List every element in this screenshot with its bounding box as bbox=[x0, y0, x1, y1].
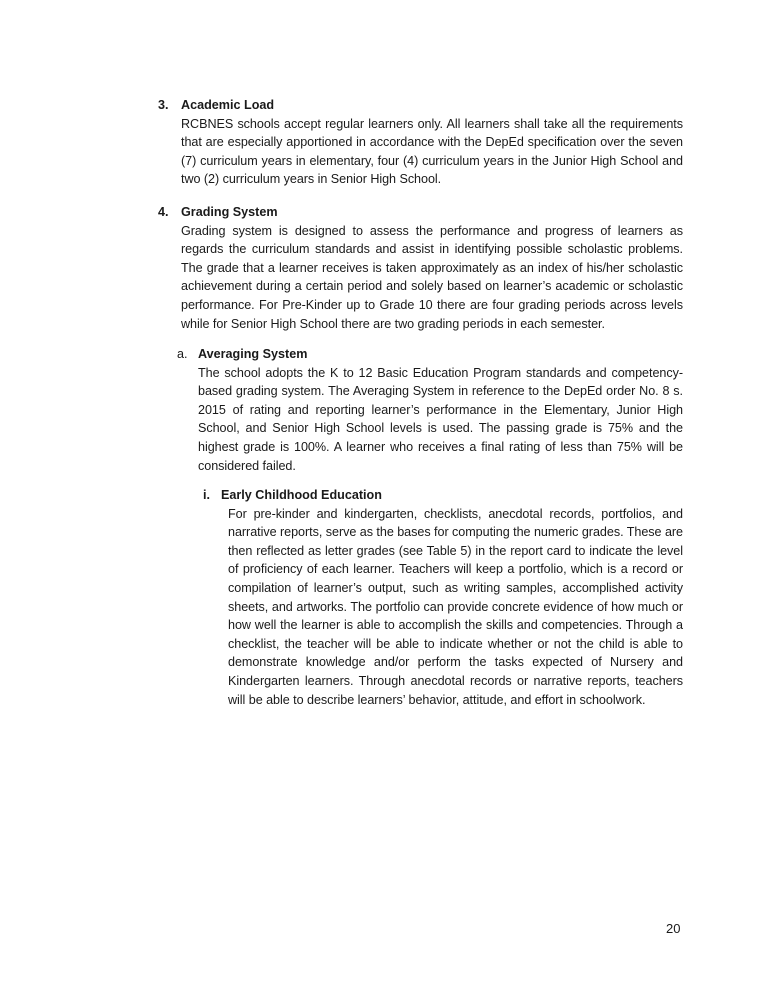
subsection-early-childhood bbox=[203, 486, 683, 709]
section-heading: Grading System bbox=[181, 205, 278, 219]
section-number: 3. bbox=[158, 98, 169, 112]
section-body: Grading system is designed to assess the performance and progress of learners as regards the curriculum standards and assist in identifying possible scholastic problems. The grade that a learner receives is taken approximately as an index of his/her scholastic achievement during a certain period and solely based on learner’s academic or scholastic performance. For Pre-Kinder up to Grade 10 there are four grading periods across levels while for Senior High School there are two grading periods in each semester. bbox=[181, 223, 683, 331]
subsection-heading: Early Childhood Education bbox=[221, 488, 382, 502]
subsection-letter: a. bbox=[177, 347, 188, 361]
subsection-averaging-system bbox=[177, 345, 683, 475]
subsection-numeral: i. bbox=[203, 488, 210, 502]
page-number: 20 bbox=[666, 921, 681, 936]
subsection-heading: Averaging System bbox=[198, 347, 308, 361]
section-heading: Academic Load bbox=[181, 98, 275, 112]
section-academic-load bbox=[158, 96, 683, 189]
section-body: RCBNES schools accept regular learners only. All learners shall take all the requirements that are especially apportioned in accordance with the DepEd specification over the seven (7) curriculum years in elementary, four (4) curriculum years in the Junior High School and two (2) curriculum years in Senior High School. bbox=[181, 116, 683, 187]
section-number: 4. bbox=[158, 205, 169, 219]
subsection-body: The school adopts the K to 12 Basic Education Program standards and competency-based grading system. The Averaging System in reference to the DepEd order No. 8 s. 2015 of rating and reporting learner’s performance in the Elementary, Junior High School, and Senior High School levels is used. The passing grade is 75% and the highest grade is 100%. A learner who receives a final rating of less than 75% will be considered failed. bbox=[198, 365, 683, 473]
subsection-body: For pre-kinder and kindergarten, checklists, anecdotal records, portfolios, and narrative reports, serve as the bases for computing the numeric grades. These are then reflected as letter grades (see Table 5) in the report card to indicate the level of proficiency of each learner. Teachers will keep a portfolio, which is a record or compilation of learner’s output, such as writing samples, accomplished activity sheets, and artworks. The portfolio can provide concrete evidence of how much or how well the learner is able to accomplish the skills and competencies. Through a checklist, the teacher will be able to indicate whether or not the child is able to demonstrate knowledge and/or perform the tasks expected of Nursery and Kindergarten learners. Through anecdotal records or narrative reports, teachers will be able to describe learners’ behavior, attitude, and effort in schoolwork. bbox=[228, 506, 683, 707]
section-grading-system bbox=[158, 203, 683, 333]
